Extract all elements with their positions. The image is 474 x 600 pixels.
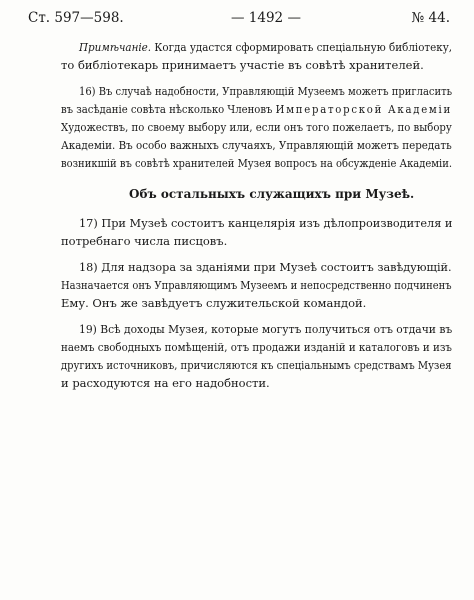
- para16-line-3: Художествъ, по своему выбору или, если онъ того пожелаетъ, по выбору: [61, 120, 452, 134]
- note-text: Когда удастся сформировать спеціальную библіотеку,: [154, 40, 453, 54]
- para18-line-3: Ему. Онъ же завѣдуетъ служительской командой.: [61, 296, 367, 310]
- para18-line-2: Назначается онъ Управляющимъ Музеемъ и непосредственно подчиненъ: [61, 278, 452, 292]
- para16-line-4: Академіи. Въ особо важныхъ случаяхъ, Управляющій можетъ передать: [61, 138, 452, 152]
- para16-line-2: [61, 100, 452, 118]
- para17-line-2: потребнаго числа писцовъ.: [61, 234, 228, 248]
- para17-line-1: 17) При Музеѣ состоитъ канцелярія изъ дѣлопроизводителя и: [79, 216, 453, 230]
- para19-line-1: 19) Всѣ доходы Музея, которые могутъ получиться отъ отдачи въ: [79, 322, 453, 336]
- para18-line-1: 18) Для надзора за зданіями при Музеѣ состоитъ завѣдующій.: [79, 260, 452, 274]
- page-number: — 1492 —: [231, 10, 301, 26]
- note-line-1: [79, 38, 452, 56]
- column-reference: Ст. 597—598.: [28, 10, 124, 26]
- para19-line-3: другихъ источниковъ, причисляются къ спеціальнымъ средствамъ Музея: [61, 358, 452, 372]
- para16-line-1: 16) Въ случаѣ надобности, Управляющій Музеемъ можетъ пригласить: [79, 84, 453, 98]
- para16-academy-name: Императорской Академіи: [275, 102, 452, 116]
- para19-line-2: наемъ свободныхъ помѣщеній, отъ продажи изданій и каталоговъ и изъ: [61, 340, 452, 354]
- para16-line-5: возникшій въ совѣтѣ хранителей Музея вопросъ на обсужденіе Академіи.: [61, 156, 453, 170]
- note-label: Примѣчаніе.: [79, 40, 152, 54]
- para16-line-2-text: въ засѣданіе совѣта нѣсколько Членовъ: [61, 102, 273, 116]
- page-header: [28, 10, 450, 30]
- section-heading: Объ остальныхъ служащихъ при Музеѣ.: [129, 187, 415, 201]
- issue-number: № 44.: [411, 10, 450, 26]
- note-line-2: то библіотекарь принимаетъ участіе въ совѣтѣ хранителей.: [61, 58, 424, 72]
- para19-line-4: и расходуются на его надобности.: [61, 376, 270, 390]
